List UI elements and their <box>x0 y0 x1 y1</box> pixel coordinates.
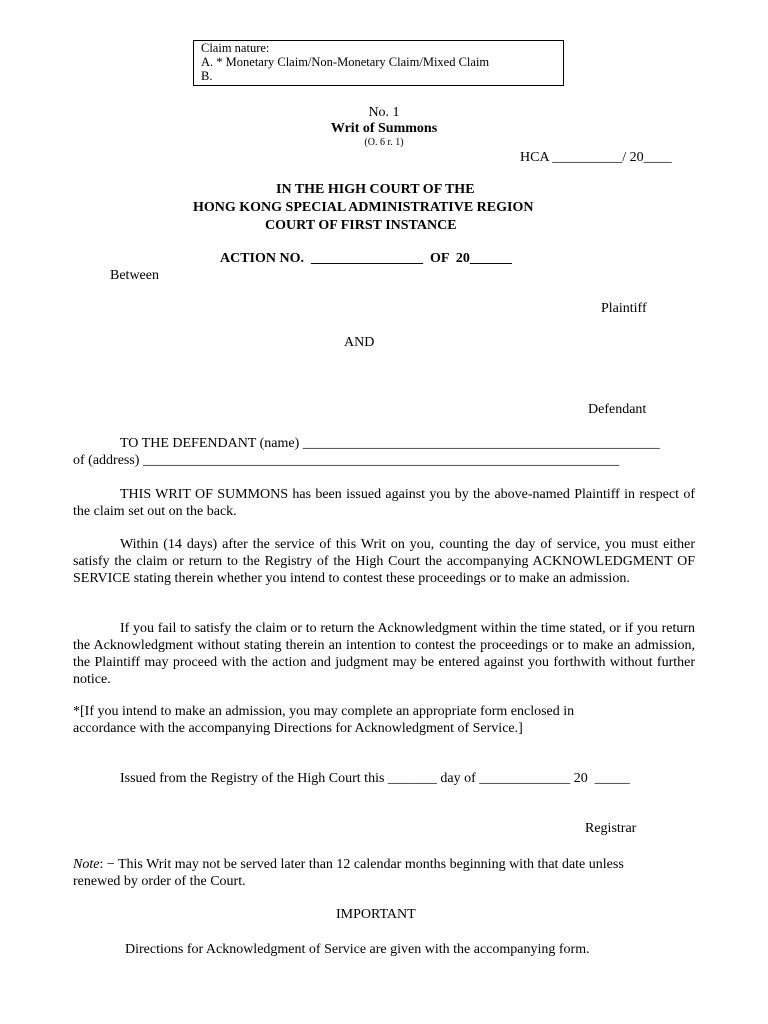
directions-note: Directions for Acknowledgment of Service are given with the accompanying form. <box>125 942 590 957</box>
form-number: No. 1 <box>368 105 400 120</box>
defendant-address-line: of (address) ____________________________________________________________________ <box>73 453 619 468</box>
hca-number: HCA __________/ 20____ <box>520 150 672 165</box>
claim-nature-option-b: B. <box>201 69 213 83</box>
form-title: Writ of Summons <box>330 121 438 136</box>
paragraph-if-you-fail <box>73 620 695 688</box>
note-text-line1: : − This Writ may not be served later than 12 calendar months beginning with that date unless <box>99 857 624 872</box>
court-heading-line3: COURT OF FIRST INSTANCE <box>265 218 457 233</box>
registrar-label: Registrar <box>585 821 637 836</box>
paragraph-within-14-days <box>73 536 695 587</box>
paragraph-within-14-days-text: Within (14 days) after the service of this Writ on you, counting the day of service, you must either satisfy the claim or return to the Registry of the High Court the accompanying ACKNOWLEDGMENT OF SERVICE stating therein whether you intend to contest these proceedings or to make an admission. <box>73 537 695 586</box>
paragraph-issued <box>73 486 695 520</box>
issued-from-registry-line: Issued from the Registry of the High Court this _______ day of _____________ 20 _____ <box>120 771 630 786</box>
note-label: Note <box>73 857 100 872</box>
and-label: AND <box>344 335 375 350</box>
claim-nature-option-a: A. * Monetary Claim/Non-Monetary Claim/Mixed Claim <box>201 55 490 69</box>
form-rule-reference: (O. 6 r. 1) <box>364 137 404 148</box>
admission-note-line2: accordance with the accompanying Directions for Acknowledgment of Service.] <box>73 721 523 736</box>
paragraph-if-you-fail-text: If you fail to satisfy the claim or to return the Acknowledgment within the time stated, or if you return the Acknowledgment without stating therein an intention to contest the proceedings or to make an admission, the Plaintiff may proceed with the action and judgment may be entered against you forthwith without further notice. <box>73 621 695 687</box>
admission-note-line1: *[If you intend to make an admission, you may complete an appropriate form enclosed in <box>73 704 575 719</box>
defendant-name-line: TO THE DEFENDANT (name) ___________________________________________________ <box>120 436 660 451</box>
court-heading-line2: HONG KONG SPECIAL ADMINISTRATIVE REGION <box>193 200 534 215</box>
note-line1 <box>73 857 624 873</box>
claim-nature-label: Claim nature: <box>201 41 270 55</box>
note-line2: renewed by order of the Court. <box>73 874 246 889</box>
defendant-label: Defendant <box>588 402 647 417</box>
paragraph-issued-text: THIS WRIT OF SUMMONS has been issued against you by the above-named Plaintiff in respect of the claim set out on the back. <box>73 487 695 519</box>
important-heading: IMPORTANT <box>336 907 416 922</box>
action-number: ACTION NO. ________________ OF 20______ <box>220 251 512 266</box>
court-heading-line1: IN THE HIGH COURT OF THE <box>276 182 475 197</box>
plaintiff-label: Plaintiff <box>601 301 647 316</box>
claim-nature-box <box>193 40 564 86</box>
between-label: Between <box>110 268 159 283</box>
